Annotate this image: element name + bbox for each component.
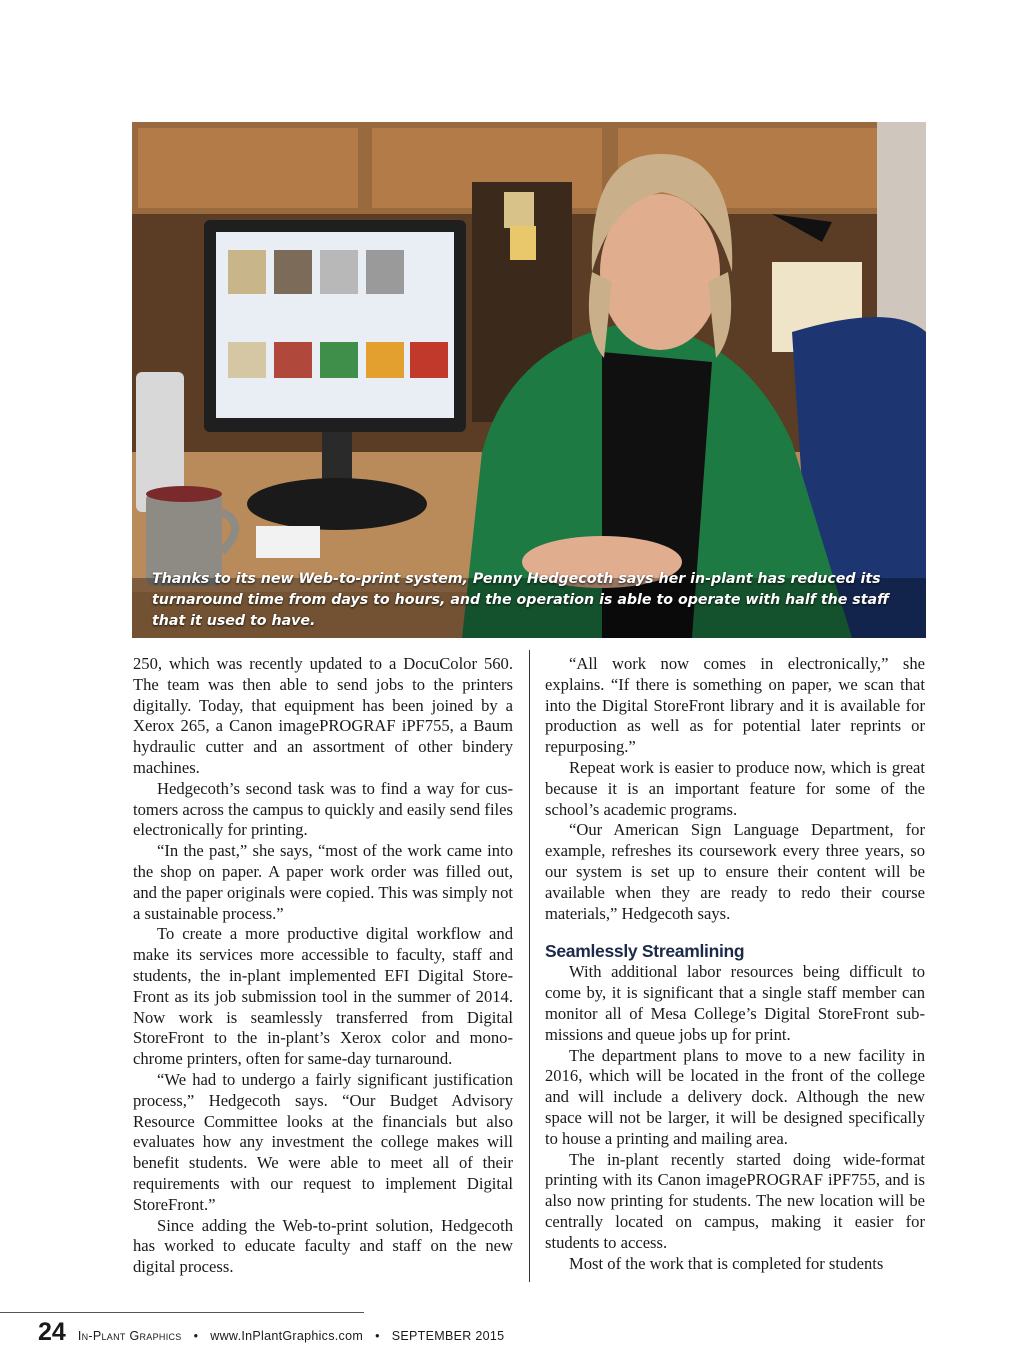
page-footer — [38, 1318, 504, 1348]
column-divider — [529, 650, 530, 1282]
page-number: 24 — [38, 1318, 66, 1346]
photo-caption: Thanks to its new Web-to-print system, Penny Hedgecoth says her in-plant has reduced its turnaround time from days to hours, and the operation is able to operate with half the staff that it used to have. — [152, 571, 889, 629]
paragraph: “We had to undergo a fairly significant justification process,” Hedgecoth says. “Our Budget Advisory Resource Committee looks at the financials but also evaluates how any investment the college makes will benefit students. We were able to meet all of their requirements with our request to implement Digital StoreFront.” — [133, 1069, 513, 1214]
issue-date: SEPTEMBER 2015 — [391, 1329, 505, 1343]
publication-name: In-Plant Graphics — [77, 1329, 182, 1343]
paragraph: Most of the work that is completed for students — [569, 1253, 884, 1273]
footer-rule — [0, 1312, 364, 1313]
paragraph: The in-plant recently started doing wide-format printing with its Canon imagePROGRAF iPF755, and is also now printing for students. The new location will be centrally located on campus, making it easier for students to access. — [545, 1149, 925, 1252]
paragraph: To create a more productive digital workflow and make its services more accessible to faculty, staff and students, the in-plant implemented EFI Digital StoreFront as its job submission tool in the summer of 2014. Now work is seamlessly transferred from Digital StoreFront to the in-plant’s Xerox color and monochrome printers, often for same-day turnaround. — [133, 924, 513, 1069]
paragraph: The department plans to move to a new facility in 2016, which will be located in the front of the college and will include a delivery dock. Although the new space will not be larger, it will be designed specifically to house a printing and mailing area. — [545, 1045, 925, 1148]
paragraph: 250, which was recently updated to a DocuColor 560. The team was then able to send jobs to the printers digitally. Today, that equipment has been joined by a Xerox 265, a Canon imagePROGRAF iPF755, a Baum hydraulic cutter and an assortment of other bindery machines. — [133, 654, 513, 777]
website-url: www.InPlantGraphics.com — [210, 1329, 364, 1343]
paragraph: Hedgecoth’s second task was to find a way for customers across the campus to quickly and easily send files electronically for printing. — [133, 778, 513, 840]
paragraph: Repeat work is easier to produce now, which is great because it is an important feature for some of the school’s academic programs. — [545, 757, 925, 819]
paragraph: “In the past,” she says, “most of the work came into the shop on paper. A paper work order was filled out, and the paper originals were copied. This was simply not a sustainable process.” — [133, 841, 513, 923]
section-subhead: Seamlessly Streamlining — [545, 941, 745, 962]
article-column-right — [545, 654, 925, 1274]
paragraph: “All work now comes in electronically,” she explains. “If there is something on paper, we scan that into the Digital StoreFront library and it is available for production as well as for potential later reprints or repurposing.” — [545, 654, 925, 757]
article-column-left — [133, 654, 513, 1278]
bullet-separator: • — [193, 1329, 199, 1343]
paragraph: Since adding the Web-to-print solution, Hedgecoth has worked to educate faculty and staff on the new digital process. — [133, 1215, 513, 1277]
bullet-separator: • — [375, 1329, 380, 1343]
paragraph: “Our American Sign Language Department, for example, refreshes its coursework every three years, so our system is set up to ensure their content will be available when they are ready to redo their course materials,” Hedgecoth says. — [545, 820, 925, 923]
article-photo — [132, 122, 926, 638]
paragraph: With additional labor resources being difficult to come by, it is significant that a single staff member can monitor all of Mesa College’s Digital StoreFront submissions and queue jobs up for print. — [545, 962, 925, 1044]
office-photo-illustration — [132, 122, 926, 638]
